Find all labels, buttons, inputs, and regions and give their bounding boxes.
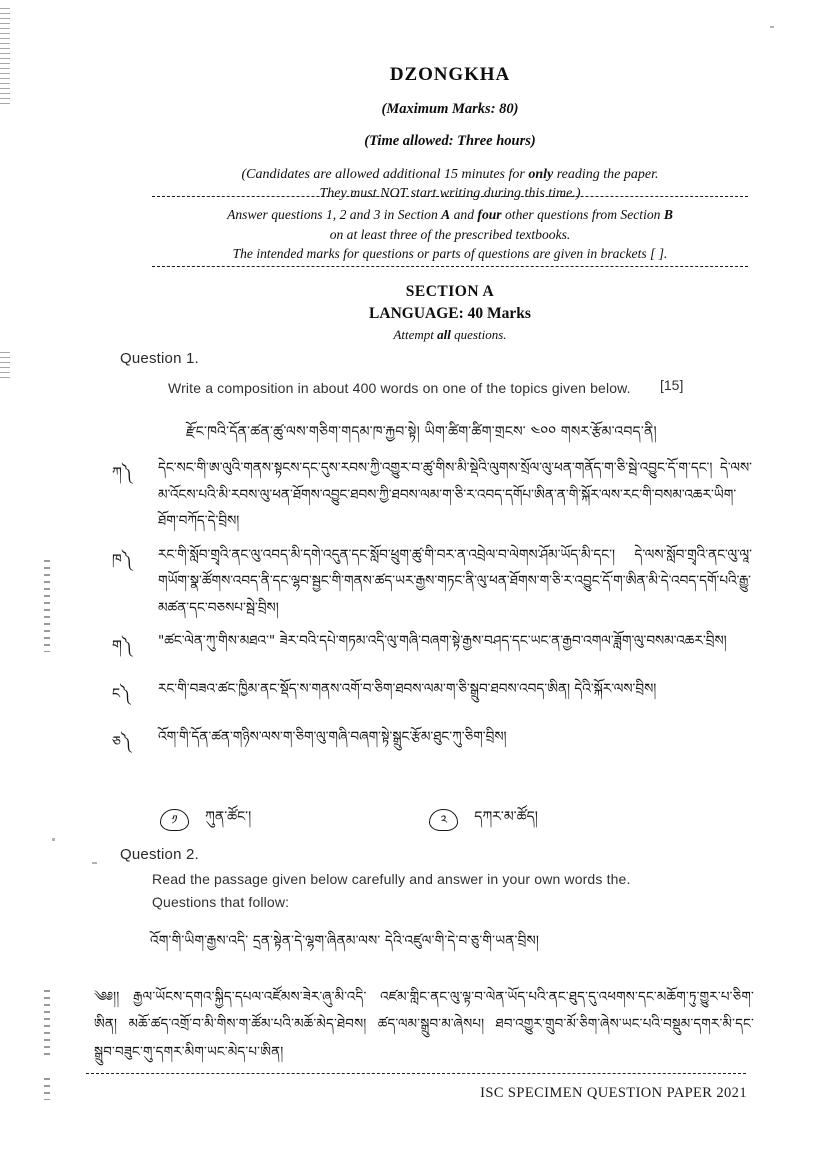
attempt-note-emphasis: all	[437, 327, 451, 342]
list-item-text: "ཚང་ལེན་ཀུ་གིས་མཐའ་" ཟེར་བའི་དཔེ་གཏམ་འདི་ལུ་གཞི་བཞག་སྟེ་རྒྱས་བཤད་དང་ཡང་ན་རྒྱབ་འགལ་ཟློག་ལུ་བསམ་འཆར་བྲིས།	[158, 633, 727, 649]
question-1-topic-line: རྫོང་ཁའི་དོན་ཚན་ཚུ་ལས་གཅིག་གདམ་ཁ་རྐྱབ་སྟེ། ཡིག་ཚིག་ཚིག་གྲངས་ ༤༠༠ གསར་རྩོམ་འབད་ནི།	[186, 424, 657, 440]
list-item-text: འོག་གི་དོན་ཚན་གཉིས་ལས་ག་ཅིག་ལུ་གཞི་བཞག་སྟེ་སྒྲུང་རྩོམ་ཐུང་ཀུ་ཅིག་བྲིས།	[158, 729, 507, 745]
general-instructions	[150, 205, 750, 264]
list-item	[112, 542, 752, 622]
question-1-marks: [15]	[660, 377, 684, 393]
instruction-line-1-part-3: other questions from Section	[501, 207, 664, 222]
choice-label: ཀུན་ཚོང་།	[205, 809, 252, 825]
scan-artifact-margin-ticks-lower	[44, 990, 50, 1060]
time-allowed-label: (Time allowed: Three hours)	[364, 133, 536, 149]
instruction-four-emphasis: four	[477, 207, 502, 222]
list-item-marker: ཀ༽	[112, 465, 132, 481]
instruction-line-1-part-2: and	[450, 207, 478, 222]
scan-artifact-left-margin-top	[0, 8, 10, 104]
instruction-section-a-emphasis: A	[441, 207, 451, 222]
divider-top	[152, 196, 748, 197]
scan-artifact-dot-a	[52, 838, 55, 841]
candidate-note-part-1: (Candidates are allowed additional 15 minutes for	[241, 167, 529, 182]
candidate-reading-note	[150, 165, 750, 204]
candidate-note-part-2: reading the paper.	[553, 167, 659, 182]
scan-artifact-left-margin-mid	[0, 352, 10, 382]
choice-badge-icon: ༢	[429, 809, 458, 831]
choice-label: དཀར་མ་ཚོད།	[474, 809, 538, 825]
list-item-marker: ཁ༽	[112, 551, 132, 568]
question-1-heading: Question 1.	[120, 350, 199, 367]
list-item-text: རང་གི་སློབ་གྲྭའི་ནང་ལུ་འབད་མི་དགེ་འདུན་དང་སློབ་ཕྲུག་ཚུ་གི་བར་ན་འབྲེལ་བ་ལེགས་ཤོམ་ཡོད་མི་དང་། དེ་ལས་སློབ་གྲྭའི་ནང་ལུ་ལཱ་གཡོག་སྣ་ཚོགས་འབད་ནི་དང་ལྷབ་སྦྱང་གི་གནས་ཚད་ཡར་རྒྱས་གཏང་ནི་ལུ་ཕན་ཐོགས་ག་ཅི་ར་འབྱུང་དོ་ག་ཨིན་མི་དེ་འབད་དགོ་པའི་རྒྱུ་མཚན་དང་བཅསཔ་སྦེ་བྲིས།	[158, 546, 752, 616]
instruction-line-2: on at least three of the prescribed textbooks.	[329, 226, 571, 242]
choice-badge-icon: ༡	[160, 809, 189, 831]
footer-label: ISC SPECIMEN QUESTION PAPER 2021	[480, 1085, 747, 1101]
question-1-topic-list	[112, 455, 752, 772]
maximum-marks-label: (Maximum Marks: 80)	[381, 101, 519, 117]
scan-artifact-margin-ticks-upper	[44, 560, 50, 652]
list-item	[112, 628, 752, 669]
topic-choice-1	[160, 800, 251, 840]
list-item	[112, 724, 752, 765]
candidate-note-emphasis: only	[528, 167, 554, 182]
list-item-text: རང་གི་བཟའ་ཚང་ཁྱིམ་ནང་སྡོད་ས་གནས་འགོ་བ་ཅིག་ཐབས་ལམ་ག་ཅི་སྒྲུབ་ཐབས་འབད་ཨིན། དེའི་སྐོར་ལས་བྲིས།	[158, 681, 657, 697]
attempt-note-part-1: Attempt	[393, 327, 438, 342]
list-item	[112, 676, 752, 717]
instruction-line-1-part-1: Answer questions 1, 2 and 3 in Section	[227, 207, 442, 222]
footer-divider	[86, 1073, 746, 1074]
question-2-heading: Question 2.	[120, 846, 199, 863]
page-title: DZONGKHA	[389, 64, 511, 85]
scan-artifact-dot-c	[770, 26, 774, 28]
divider-bottom	[152, 266, 748, 267]
question-2-instruction-line-2: Questions that follow:	[152, 893, 290, 910]
scan-artifact-dot-b	[92, 862, 97, 864]
question-2-instruction	[152, 868, 712, 913]
instruction-line-3: The intended marks for questions or parts of questions are given in brackets [ ].	[232, 246, 668, 262]
list-item-marker: ཅ༽	[112, 734, 131, 750]
question-1-instruction: Write a composition in about 400 words on one of the topics given below.	[168, 380, 631, 396]
list-item-marker: ང༽	[112, 686, 131, 702]
question-2-instruction-line-1: Read the passage given below carefully and answer in your own words the.	[152, 871, 631, 887]
list-item-marker: ག༽	[112, 638, 132, 654]
section-a-header	[150, 283, 750, 343]
question-2-passage: ༄༅།། རྒྱལ་ཡོངས་དགའ་སྐྱིད་དཔལ་འཛོམས་ཟེར་ཞུ་མི་འདི་ འཛམ་གླིང་ནང་ལུ་ལྟ་བ་ལེན་ཡོད་པའི་ནང་ཐུད་དུ་འཕགས་དང་མཆོག་ཏུ་གྱུར་པ་ཅིག་ཨིན། མཆོ་ཚད་འགྲོ་བ་མི་གིས་ག་ཚོམ་པའི་མཆོ་མེད་ཐེབས། ཚད་ལམ་སྒྲུབ་མ་ཞེསཔ། ཐབ་འགྱུར་གྲུབ་མོ་ཅིག་ཞེས་ཡང་པའི་བསྡུམ་དགར་མི་དང་སྒྲུབ་བཟུང་གུ་དགར་མིག་ཡང་མེད་པ་ཨིན།	[94, 990, 754, 1060]
paper-header	[150, 64, 750, 204]
section-name: SECTION A	[405, 283, 495, 300]
list-item-text: དེང་སང་གི་ཨ་ལུའི་གནས་སྟངས་དང་དུས་རབས་ཀྱི་འགྱུར་བ་ཚུ་གིས་མི་སྡེའི་ལུགས་སྲོལ་ལུ་ཕན་གནོད་ག་ཅི་སྦེ་འབྱུང་དོ་ག་དང་། དེ་ལས་མ་འོངས་པའི་མི་རབས་ལུ་ཕན་ཐོགས་འབྱུང་ཐབས་ཀྱི་ཐབས་ལམ་ག་ཅི་ར་འབད་དགོཔ་ཨིན་ན་གི་སྐོར་ལས་རང་གི་བསམ་འཆར་ཡིག་ཐོག་བཀོད་དེ་བྲིས།	[158, 460, 752, 529]
candidate-note-part-3: They must NOT start writing during this time.)	[319, 186, 581, 202]
topic-choice-2	[429, 800, 538, 840]
question-2-passage-intro: འོག་གི་ཡིག་རྒྱས་འདི་ དྲན་སྟེན་དེ་ལྷག་ཞིནམ་ལས་ དེའི་འཛུལ་གི་དེ་བ་ཅུ་གི་ཡན་བྲིས།	[150, 933, 540, 949]
list-item	[112, 455, 752, 535]
section-subtitle: LANGUAGE: 40 Marks	[369, 305, 531, 322]
attempt-note-part-2: questions.	[450, 327, 507, 342]
section-attempt-note	[150, 327, 750, 343]
question-1-choice-row	[160, 800, 590, 840]
instruction-line-1	[227, 207, 673, 222]
instruction-section-b-emphasis: B	[663, 207, 673, 222]
